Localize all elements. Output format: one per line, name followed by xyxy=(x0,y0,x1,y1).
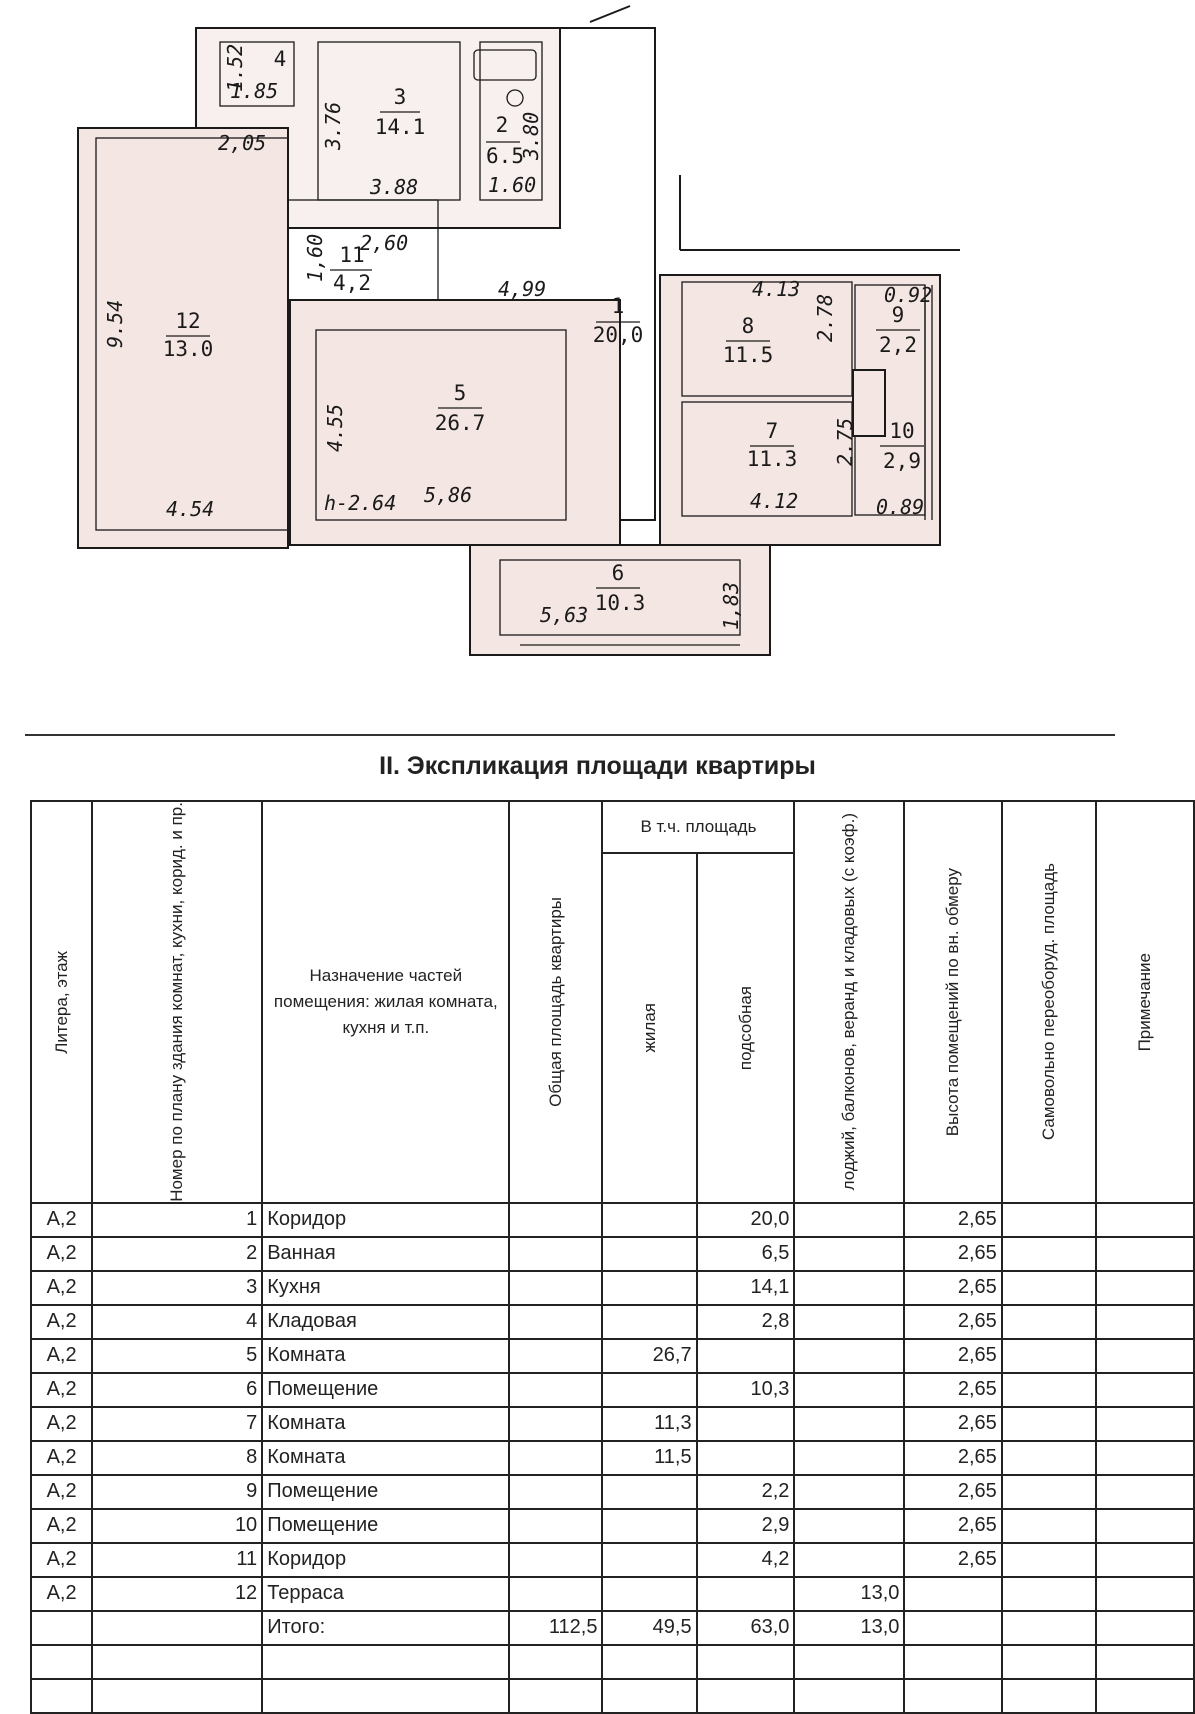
cell-unauth xyxy=(1002,1407,1096,1441)
cell-aux: 2,9 xyxy=(697,1509,795,1543)
cell-aux: 20,0 xyxy=(697,1203,795,1237)
cell-living xyxy=(602,1237,696,1271)
cell-living: 11,5 xyxy=(602,1441,696,1475)
cell-living xyxy=(602,1543,696,1577)
empty-cell xyxy=(697,1679,795,1713)
svg-text:3: 3 xyxy=(393,85,407,109)
table-row xyxy=(31,1339,1194,1373)
cell-litera: А,2 xyxy=(31,1509,92,1543)
empty-row xyxy=(31,1645,1194,1679)
svg-text:2,9: 2,9 xyxy=(883,449,921,473)
table-row xyxy=(31,1271,1194,1305)
header-height: Высота помещений по вн. обмеру xyxy=(904,801,1001,1203)
cell-height: 2,65 xyxy=(904,1237,1001,1271)
cell-loggia xyxy=(794,1509,904,1543)
svg-text:11.3: 11.3 xyxy=(746,447,798,471)
cell-unauth xyxy=(1002,1441,1096,1475)
svg-text:11: 11 xyxy=(339,243,365,267)
cell-living xyxy=(602,1373,696,1407)
cell-total xyxy=(509,1441,602,1475)
cell-total xyxy=(509,1509,602,1543)
cell-number: 6 xyxy=(92,1373,262,1407)
cell-unauth xyxy=(1002,1203,1096,1237)
empty-cell xyxy=(904,1645,1001,1679)
cell-note xyxy=(1096,1271,1194,1305)
cell-total xyxy=(509,1203,602,1237)
cell-loggia xyxy=(794,1475,904,1509)
cell-number: 9 xyxy=(92,1475,262,1509)
cell-note xyxy=(1096,1339,1194,1373)
table-row xyxy=(31,1475,1194,1509)
cell-aux: 2,8 xyxy=(697,1305,795,1339)
header-group: В т.ч. площадь xyxy=(602,801,794,853)
cell-height: 2,65 xyxy=(904,1543,1001,1577)
cell-note xyxy=(1096,1203,1194,1237)
cell-unauth xyxy=(1002,1543,1096,1577)
total-total: 112,5 xyxy=(509,1611,602,1645)
cell-total xyxy=(509,1543,602,1577)
cell-living xyxy=(602,1203,696,1237)
cell-litera: А,2 xyxy=(31,1237,92,1271)
cell-aux: 6,5 xyxy=(697,1237,795,1271)
svg-text:4,99: 4,99 xyxy=(498,277,547,301)
cell-note xyxy=(1096,1407,1194,1441)
header-auxiliary: подсобная xyxy=(697,853,795,1203)
cell-note xyxy=(1096,1305,1194,1339)
cell-litera: А,2 xyxy=(31,1441,92,1475)
cell-total xyxy=(509,1271,602,1305)
cell-loggia xyxy=(794,1407,904,1441)
svg-text:4.13: 4.13 xyxy=(752,277,801,301)
cell-loggia xyxy=(794,1441,904,1475)
cell-name: Кладовая xyxy=(262,1305,509,1339)
cell-note xyxy=(1096,1509,1194,1543)
cell-note xyxy=(1096,1237,1194,1271)
header-total: Общая площадь квартиры xyxy=(509,801,602,1203)
cell-number: 3 xyxy=(92,1271,262,1305)
cell-aux: 2,2 xyxy=(697,1475,795,1509)
cell-living xyxy=(602,1475,696,1509)
cell-total xyxy=(509,1475,602,1509)
table-row xyxy=(31,1373,1194,1407)
empty-cell xyxy=(509,1679,602,1713)
cell-unauth xyxy=(1002,1339,1096,1373)
svg-text:2: 2 xyxy=(495,113,509,137)
cell-name: Помещение xyxy=(262,1475,509,1509)
svg-text:5,86: 5,86 xyxy=(424,483,473,507)
document-title: II. Экспликация площади квартиры xyxy=(379,752,816,780)
empty-cell xyxy=(602,1679,696,1713)
table-row xyxy=(31,1577,1194,1611)
empty-cell xyxy=(92,1679,262,1713)
svg-text:3.80: 3.80 xyxy=(519,111,543,160)
empty-cell xyxy=(794,1645,904,1679)
cell-loggia xyxy=(794,1203,904,1237)
table-row xyxy=(31,1509,1194,1543)
svg-text:1,83: 1,83 xyxy=(719,581,743,630)
cell-aux xyxy=(697,1407,795,1441)
table-row xyxy=(31,1543,1194,1577)
cell-note xyxy=(1096,1373,1194,1407)
svg-text:1,60: 1,60 xyxy=(303,233,327,282)
svg-text:5,63: 5,63 xyxy=(540,603,589,627)
svg-text:4.12: 4.12 xyxy=(750,489,799,513)
cell-name: Коридор xyxy=(262,1543,509,1577)
section-divider xyxy=(25,734,1115,736)
svg-text:2,05: 2,05 xyxy=(218,131,267,155)
svg-text:4: 4 xyxy=(273,47,287,71)
cell-unauth xyxy=(1002,1237,1096,1271)
svg-text:5: 5 xyxy=(453,381,467,405)
empty-cell xyxy=(262,1679,509,1713)
svg-text:4,2: 4,2 xyxy=(333,271,371,295)
cell-number: 4 xyxy=(92,1305,262,1339)
cell-litera: А,2 xyxy=(31,1577,92,1611)
cell-litera: А,2 xyxy=(31,1373,92,1407)
cell-living xyxy=(602,1305,696,1339)
cell-name: Кухня xyxy=(262,1271,509,1305)
cell-loggia xyxy=(794,1305,904,1339)
cell-living xyxy=(602,1509,696,1543)
cell-height: 2,65 xyxy=(904,1203,1001,1237)
svg-text:4.54: 4.54 xyxy=(166,497,215,521)
svg-text:3.88: 3.88 xyxy=(370,175,419,199)
table-row xyxy=(31,1203,1194,1237)
empty-cell xyxy=(1096,1679,1194,1713)
cell-note xyxy=(1096,1475,1194,1509)
svg-text:3.76: 3.76 xyxy=(321,101,345,150)
cell-litera: А,2 xyxy=(31,1271,92,1305)
empty-cell xyxy=(92,1611,262,1645)
svg-text:20,0: 20,0 xyxy=(592,323,644,347)
empty-cell xyxy=(262,1645,509,1679)
header-note: Примечание xyxy=(1096,801,1194,1203)
cell-litera: А,2 xyxy=(31,1475,92,1509)
cell-litera: А,2 xyxy=(31,1339,92,1373)
empty-cell xyxy=(509,1645,602,1679)
cell-height: 2,65 xyxy=(904,1407,1001,1441)
cell-name: Помещение xyxy=(262,1509,509,1543)
svg-text:13.0: 13.0 xyxy=(162,337,214,361)
svg-text:h-2.64: h-2.64 xyxy=(324,491,397,515)
empty-cell xyxy=(31,1611,92,1645)
svg-text:7: 7 xyxy=(765,419,779,443)
cell-height: 2,65 xyxy=(904,1339,1001,1373)
cell-name: Ванная xyxy=(262,1237,509,1271)
svg-text:1.60: 1.60 xyxy=(488,173,537,197)
svg-text:0.89: 0.89 xyxy=(876,495,925,519)
cell-name: Помещение xyxy=(262,1373,509,1407)
cell-note xyxy=(1096,1543,1194,1577)
cell-living xyxy=(602,1271,696,1305)
cell-total xyxy=(509,1305,602,1339)
cell-loggia xyxy=(794,1339,904,1373)
cell-living xyxy=(602,1577,696,1611)
empty-cell xyxy=(1002,1679,1096,1713)
total-row xyxy=(31,1611,1194,1645)
svg-text:12: 12 xyxy=(175,309,201,333)
cell-litera: А,2 xyxy=(31,1305,92,1339)
empty-cell xyxy=(31,1645,92,1679)
cell-unauth xyxy=(1002,1373,1096,1407)
svg-text:2.75: 2.75 xyxy=(833,417,857,466)
explication-table xyxy=(30,800,1195,1714)
header-unauthorized: Самовольно переоборуд. площадь xyxy=(1002,801,1096,1203)
svg-text:10: 10 xyxy=(889,419,915,443)
floor-plan xyxy=(0,0,1195,700)
svg-text:2,60: 2,60 xyxy=(360,231,409,255)
cell-aux xyxy=(697,1441,795,1475)
total-loggia: 13,0 xyxy=(794,1611,904,1645)
empty-cell xyxy=(904,1679,1001,1713)
cell-note xyxy=(1096,1441,1194,1475)
cell-number: 11 xyxy=(92,1543,262,1577)
cell-number: 5 xyxy=(92,1339,262,1373)
header-living: жилая xyxy=(602,853,696,1203)
cell-unauth xyxy=(1002,1475,1096,1509)
cell-loggia xyxy=(794,1373,904,1407)
cell-living: 11,3 xyxy=(602,1407,696,1441)
table-row xyxy=(31,1407,1194,1441)
empty-cell xyxy=(602,1645,696,1679)
table-row xyxy=(31,1305,1194,1339)
cell-living: 26,7 xyxy=(602,1339,696,1373)
empty-cell xyxy=(1096,1611,1194,1645)
empty-cell xyxy=(1002,1611,1096,1645)
cell-height xyxy=(904,1577,1001,1611)
header-purpose: Назначение частей помещения: жилая комната, кухня и т.п. xyxy=(262,801,509,1203)
cell-litera: А,2 xyxy=(31,1203,92,1237)
empty-cell xyxy=(697,1645,795,1679)
svg-text:26.7: 26.7 xyxy=(434,411,486,435)
empty-cell xyxy=(1002,1645,1096,1679)
cell-note xyxy=(1096,1577,1194,1611)
cell-name: Терраса xyxy=(262,1577,509,1611)
cell-aux xyxy=(697,1339,795,1373)
total-living: 49,5 xyxy=(602,1611,696,1645)
svg-text:14.1: 14.1 xyxy=(374,115,426,139)
svg-text:1.85: 1.85 xyxy=(230,79,279,103)
cell-number: 7 xyxy=(92,1407,262,1441)
svg-text:9: 9 xyxy=(891,303,905,327)
svg-text:4.55: 4.55 xyxy=(323,403,347,452)
cell-name: Коридор xyxy=(262,1203,509,1237)
cell-unauth xyxy=(1002,1577,1096,1611)
cell-total xyxy=(509,1339,602,1373)
svg-text:11.5: 11.5 xyxy=(722,343,774,367)
svg-text:6: 6 xyxy=(611,561,625,585)
cell-height: 2,65 xyxy=(904,1305,1001,1339)
cell-aux: 14,1 xyxy=(697,1271,795,1305)
cell-height: 2,65 xyxy=(904,1475,1001,1509)
cell-height: 2,65 xyxy=(904,1509,1001,1543)
cell-number: 12 xyxy=(92,1577,262,1611)
table-row xyxy=(31,1441,1194,1475)
cell-aux: 4,2 xyxy=(697,1543,795,1577)
cell-unauth xyxy=(1002,1509,1096,1543)
cell-loggia xyxy=(794,1271,904,1305)
cell-loggia xyxy=(794,1237,904,1271)
cell-height: 2,65 xyxy=(904,1373,1001,1407)
total-aux: 63,0 xyxy=(697,1611,795,1645)
empty-cell xyxy=(794,1679,904,1713)
empty-cell xyxy=(92,1645,262,1679)
cell-total xyxy=(509,1373,602,1407)
cell-litera: А,2 xyxy=(31,1543,92,1577)
cell-litera: А,2 xyxy=(31,1407,92,1441)
empty-cell xyxy=(31,1679,92,1713)
svg-text:9.54: 9.54 xyxy=(103,299,127,348)
table-row xyxy=(31,1237,1194,1271)
header-loggias: лоджий, балконов, веранд и кладовых (с коэф.) xyxy=(794,801,904,1203)
empty-cell xyxy=(904,1611,1001,1645)
cell-number: 8 xyxy=(92,1441,262,1475)
cell-number: 2 xyxy=(92,1237,262,1271)
header-number: Номер по плану здания комнат, кухни, корид. и пр. xyxy=(92,801,262,1203)
cell-height: 2,65 xyxy=(904,1271,1001,1305)
svg-text:8: 8 xyxy=(741,314,755,338)
cell-unauth xyxy=(1002,1305,1096,1339)
cell-aux xyxy=(697,1577,795,1611)
cell-total xyxy=(509,1237,602,1271)
cell-aux: 10,3 xyxy=(697,1373,795,1407)
svg-text:1: 1 xyxy=(611,294,625,318)
empty-row xyxy=(31,1679,1194,1713)
cell-height: 2,65 xyxy=(904,1441,1001,1475)
cell-name: Комната xyxy=(262,1407,509,1441)
svg-text:2,2: 2,2 xyxy=(879,333,917,357)
svg-text:1.52: 1.52 xyxy=(223,43,247,92)
room-label-4 xyxy=(274,47,287,71)
cell-loggia xyxy=(794,1543,904,1577)
total-label: Итого: xyxy=(262,1611,509,1645)
cell-total xyxy=(509,1407,602,1441)
empty-cell xyxy=(1096,1645,1194,1679)
cell-number: 10 xyxy=(92,1509,262,1543)
svg-text:2.78: 2.78 xyxy=(813,293,837,342)
cell-name: Комната xyxy=(262,1441,509,1475)
cell-loggia: 13,0 xyxy=(794,1577,904,1611)
svg-text:0.92: 0.92 xyxy=(884,283,933,307)
cell-number: 1 xyxy=(92,1203,262,1237)
svg-text:6.5: 6.5 xyxy=(486,144,524,168)
cell-name: Комната xyxy=(262,1339,509,1373)
cell-total xyxy=(509,1577,602,1611)
header-litera: Литера, этаж xyxy=(31,801,92,1203)
svg-text:10.3: 10.3 xyxy=(594,591,646,615)
cell-unauth xyxy=(1002,1271,1096,1305)
